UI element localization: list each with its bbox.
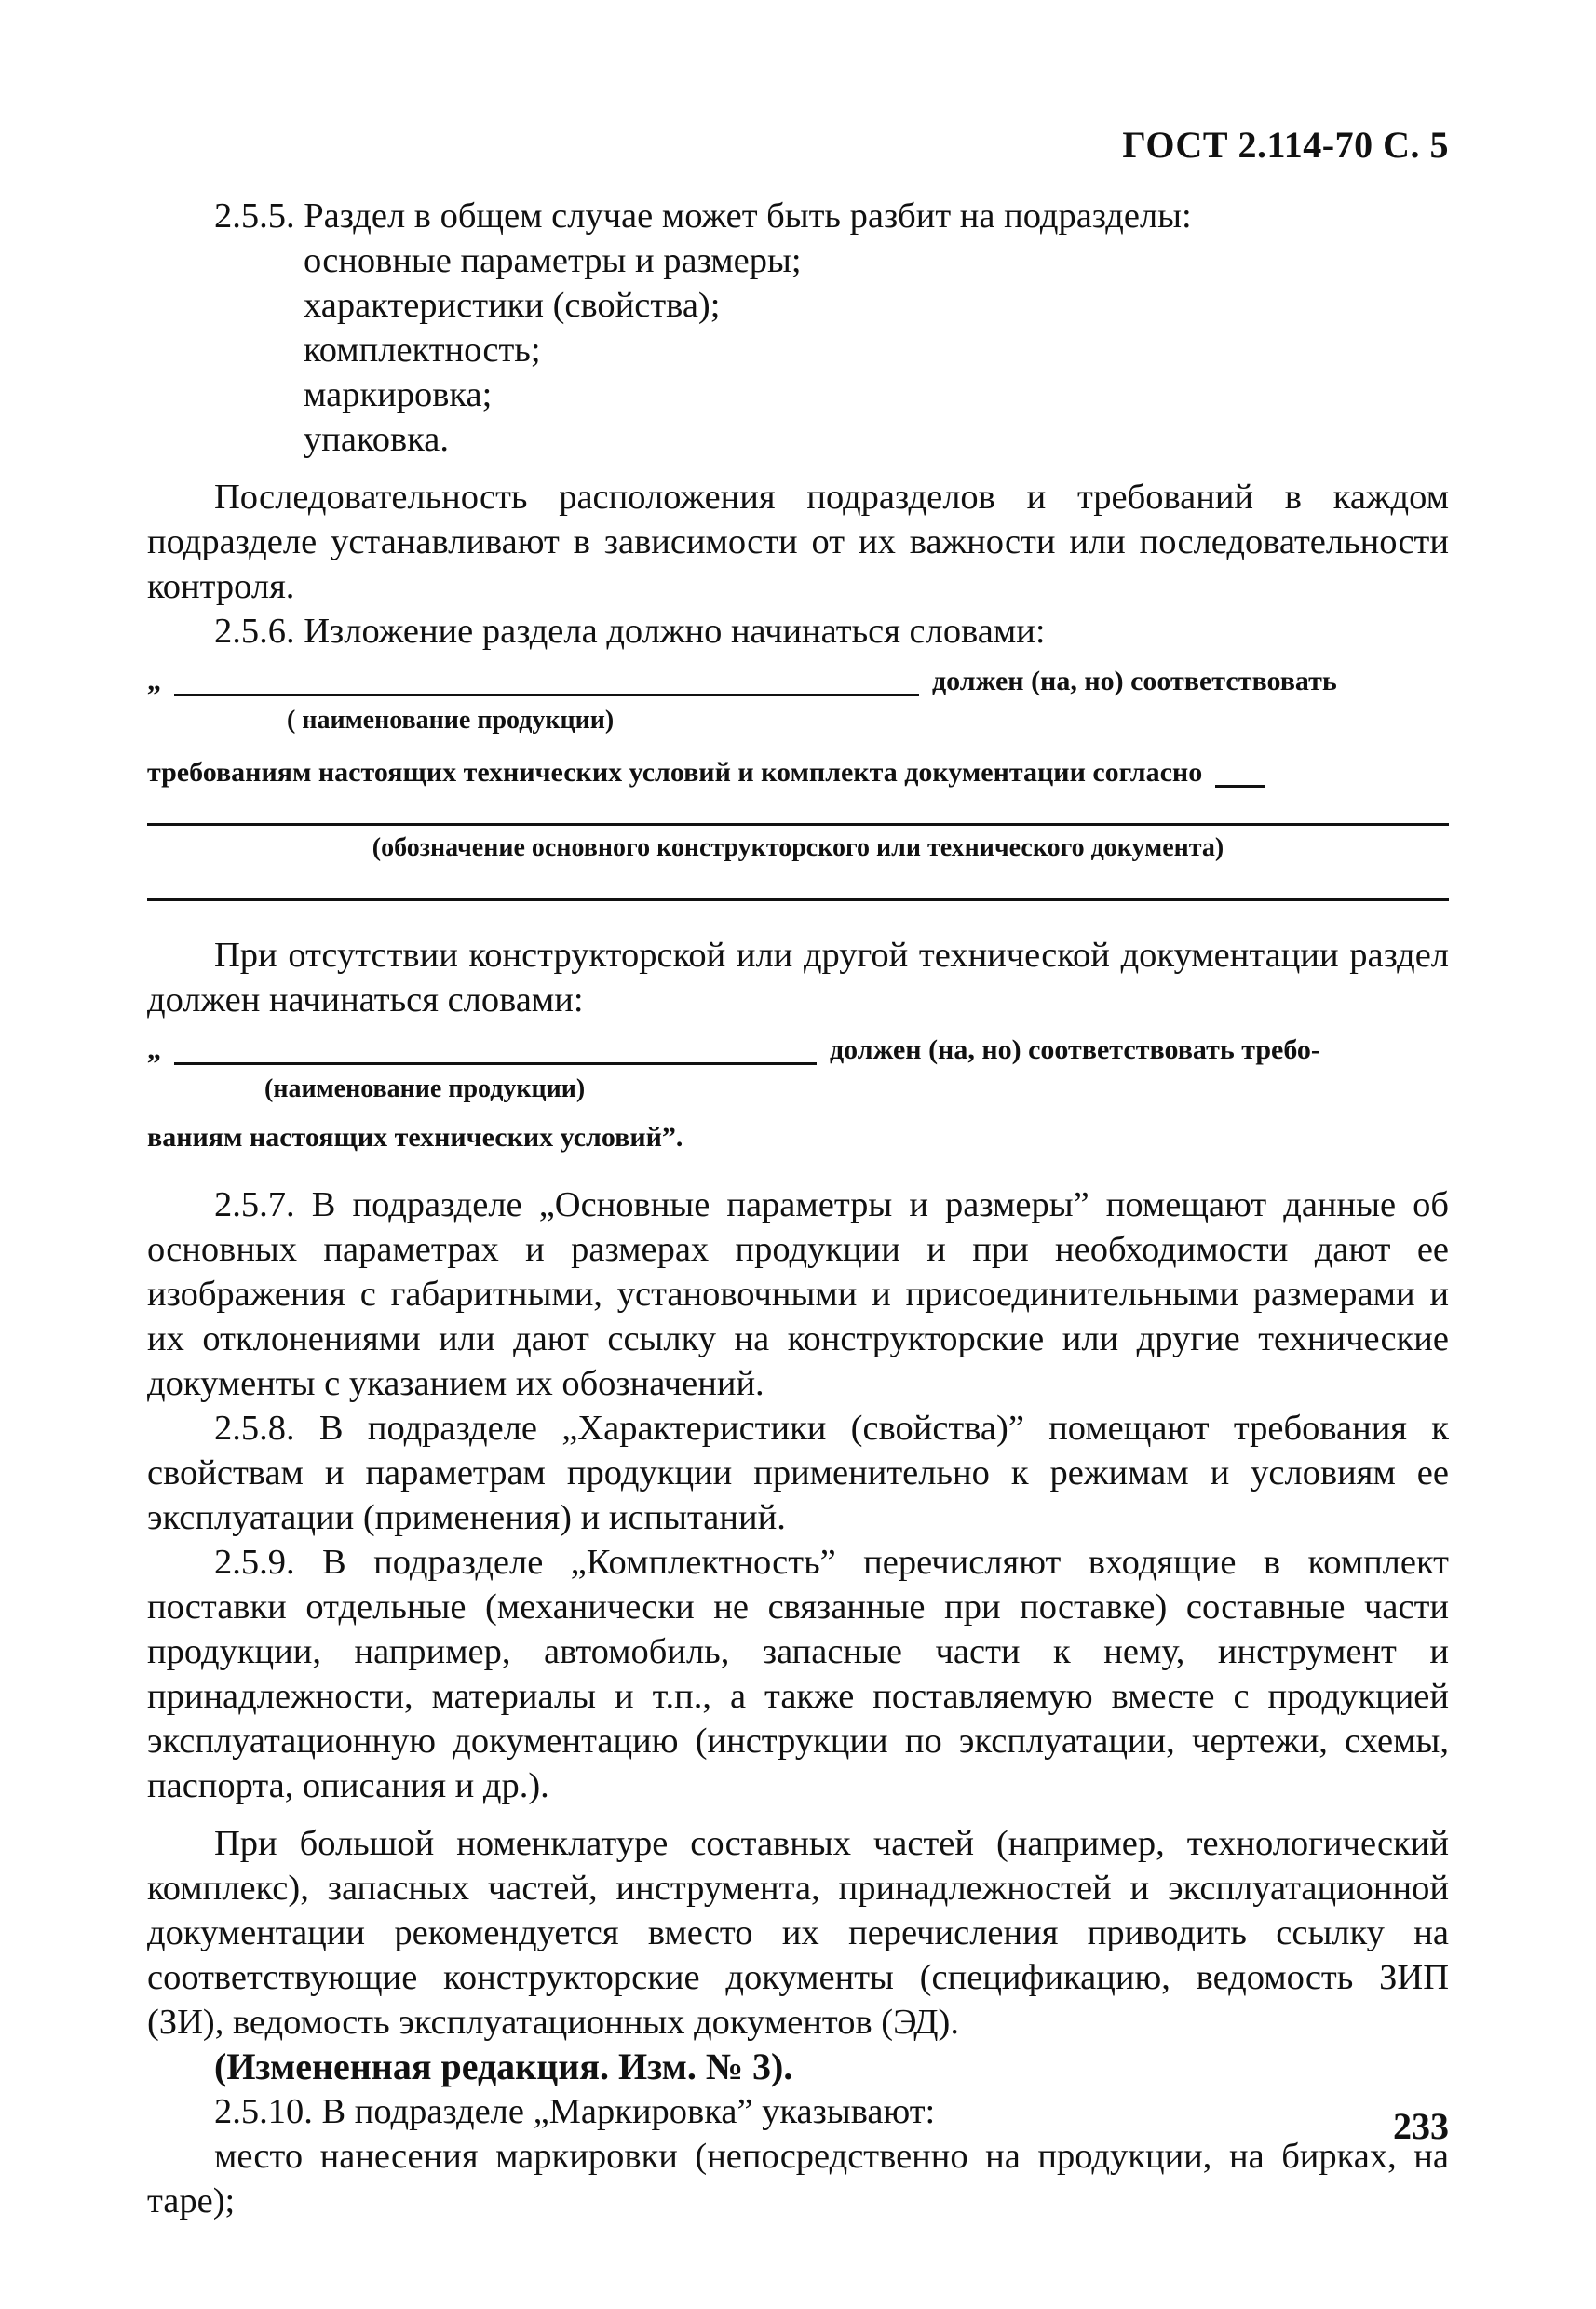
subsection-list xyxy=(304,238,1449,462)
form-caption: ( наименование продукции) xyxy=(287,706,615,735)
form-line xyxy=(147,667,1449,704)
paragraph-sequence: Последовательность расположения подразделов и требований в каждом подразделе устанавливают в зависимости от их важности или последовательности контроля. xyxy=(147,478,1449,606)
form-text: ваниям настоящих технических условий”. xyxy=(147,1122,683,1153)
clause-2-5-6: 2.5.6. Изложение раздела должно начинаться словами: xyxy=(214,612,1046,651)
quote-mark: „ xyxy=(147,1034,161,1065)
form-line xyxy=(147,1123,1449,1160)
clause-2-5-9: 2.5.9. В подразделе „Комплектность” перечисляют входящие в комплект поставки отдельные (механически не связанные при поставке) составные части продукции, например, автомобиль, запасные части к нему, инструмент и принадлежности, материалы и т.п., а также поставляемую вместе с продукцией эксплуатационную документацию (инструкции по эксплуатации, чертежи, схемы, паспорта, описания и др.). xyxy=(147,1543,1449,1805)
page-number: 233 xyxy=(1393,2105,1449,2147)
fill-blank xyxy=(174,669,919,696)
list-item: основные параметры и размеры; xyxy=(304,241,802,280)
clause-2-5-10: 2.5.10. В подразделе „Маркировка” указывают: xyxy=(214,2092,936,2131)
fill-line xyxy=(147,823,1449,826)
paragraph-absence: При отсутствии конструкторской или другой технической документации раздел должен начинаться словами: xyxy=(147,936,1449,1019)
list-item: маркировка; xyxy=(304,375,493,414)
form-text: должен (на, но) соответствовать требо- xyxy=(830,1034,1320,1065)
clause-2-5-5: 2.5.5. Раздел в общем случае может быть разбит на подразделы: xyxy=(214,196,1192,236)
paragraph-marking-place: место нанесения маркировки (непосредственно на продукции, на бирках, на таре); xyxy=(147,2137,1449,2221)
paragraph-large-nomenclature: При большой номенклатуре составных частей (например, технологический комплекс), запасных частей, инструмента, принадлежностей и эксплуатационной документации рекомендуется вместо их перечисления приводить ссылку на соответствующие конструкторские документы (спецификацию, ведомость ЗИП (ЗИ), ведомость эксплуатационных документов (ЭД). xyxy=(147,1824,1449,2042)
form-caption: (обозначение основного конструкторского или технического документа) xyxy=(372,833,1224,862)
fill-blank xyxy=(174,1038,817,1065)
form-text: требованиям настоящих технических условий и комплекта документации согласно xyxy=(147,757,1203,788)
clause-2-5-7: 2.5.7. В подразделе „Основные параметры и размеры” помещают данные об основных параметрах и размерах продукции и при необходимости дают ее изображения с габаритными, установочными и присоединительными размерами и их отклонениями или дают ссылку на конструкторские или другие технические документы с указанием их обозначений. xyxy=(147,1185,1449,1403)
list-item: комплектность; xyxy=(304,331,541,370)
list-item: характеристики (свойства); xyxy=(304,286,721,325)
document-body xyxy=(147,194,1449,2223)
clause-2-5-8: 2.5.8. В подразделе „Характеристики (свойства)” помещают требования к свойствам и параметрам продукции применительно к режимам и условиям ее эксплуатации (применения) и испытаний. xyxy=(147,1409,1449,1537)
amendment-note: (Измененная редакция. Изм. № 3). xyxy=(214,2046,793,2087)
page-header: ГОСТ 2.114-70 С. 5 xyxy=(1122,124,1449,166)
form-text: должен (на, но) соответствовать xyxy=(932,666,1337,696)
form-line xyxy=(147,758,1449,795)
form-template-2 xyxy=(147,1035,1449,1160)
form-template-1 xyxy=(147,667,1449,901)
fill-line xyxy=(147,898,1449,901)
form-caption: (наименование продукции) xyxy=(264,1074,586,1103)
form-line xyxy=(147,1035,1449,1073)
quote-mark: „ xyxy=(147,666,161,696)
fill-blank xyxy=(1215,761,1265,788)
list-item: упаковка. xyxy=(304,420,449,459)
